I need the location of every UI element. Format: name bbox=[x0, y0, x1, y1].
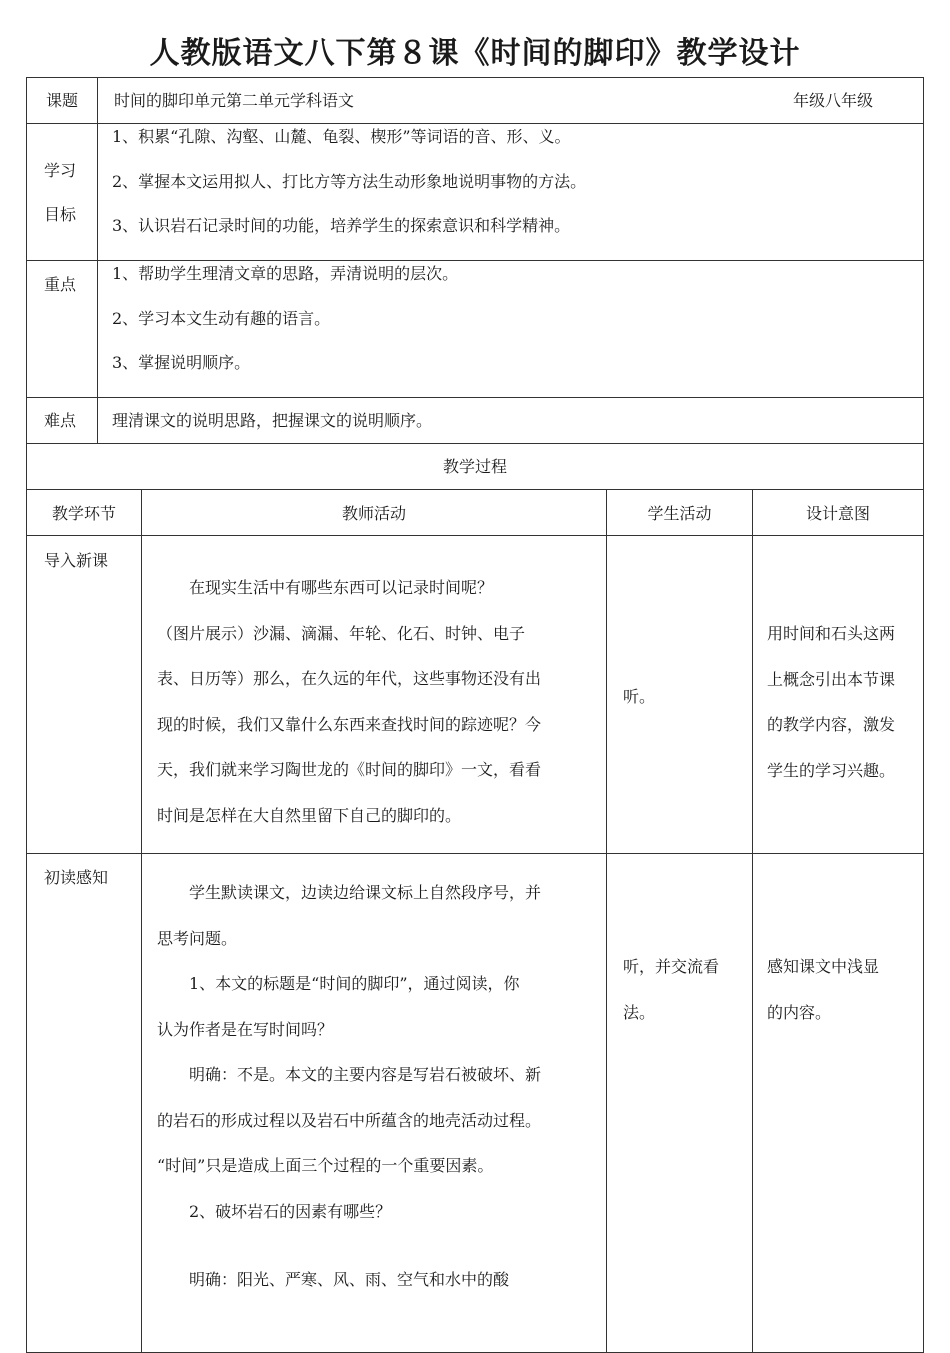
row2-student-text bbox=[623, 944, 719, 1035]
row2-teacher-line-4: 认为作者是在写时间吗？ bbox=[157, 1019, 334, 1039]
topic-value: 时间的脚印单元第二单元学科语文 bbox=[114, 91, 355, 110]
difficulty-text: 理清课文的说明思路，把握课文的说明顺序。 bbox=[112, 411, 433, 430]
row1-teacher-line-3: 表、日历等）那么，在久远的年代，这些事物还没有出 bbox=[157, 669, 542, 688]
row1-teacher-line-5: 天，我们就来学习陶世龙的《时间的脚印》一文，看看 bbox=[157, 760, 542, 779]
row2-teacher-line-8: 2、破坏岩石的因素有哪些？ bbox=[189, 1201, 392, 1221]
row2-teacher-text bbox=[157, 870, 541, 1234]
row2-teacher-line-1: 学生默读课文，边读边给课文标上自然段序号，并 bbox=[189, 883, 542, 902]
row2-intent-line-1: 感知课文中浅显 bbox=[767, 957, 880, 976]
row1-intent-line-3: 的教学内容，激发 bbox=[767, 715, 896, 734]
col-header-student: 学生活动 bbox=[647, 504, 712, 523]
row2-student-line-1: 听，并交流看 bbox=[623, 957, 720, 976]
row2-intent-cell bbox=[752, 853, 924, 1353]
goal-item-1: 1、积累“孔隙、沟壑、山麓、龟裂、楔形”等词语的音、形、义。 bbox=[112, 127, 571, 146]
row2-teacher-line-9: 明确：阳光、严寒、风、雨、空气和水中的酸 bbox=[189, 1270, 510, 1289]
row2-intent-line-2: 的内容。 bbox=[767, 1002, 832, 1022]
grade-value: 年级八年级 bbox=[793, 91, 874, 110]
keypoint-item-2: 2、学习本文生动有趣的语言。 bbox=[112, 309, 331, 328]
topic-label: 课题 bbox=[45, 91, 78, 110]
row1-teacher-text bbox=[157, 565, 541, 838]
row1-intent-line-1: 用时间和石头这两 bbox=[767, 624, 896, 643]
goals-label-line2: 目标 bbox=[43, 205, 76, 224]
row2-teacher-line-2: 思考问题。 bbox=[157, 928, 238, 948]
row1-stage: 导入新课 bbox=[44, 551, 109, 570]
row2-stage-cell bbox=[26, 853, 142, 1353]
keypoint-item-3: 3、掌握说明顺序。 bbox=[112, 353, 251, 372]
row1-teacher-line-2: （图片展示）沙漏、滴漏、年轮、化石、时钟、电子 bbox=[157, 623, 526, 643]
row2-teacher-line-6: 的岩石的形成过程以及岩石中所蕴含的地壳活动过程。 bbox=[157, 1110, 542, 1130]
row2-stage: 初读感知 bbox=[44, 868, 109, 887]
row2-student-line-2: 法。 bbox=[623, 1002, 656, 1022]
row2-teacher-line-5: 明确：不是。本文的主要内容是写岩石被破坏、新 bbox=[189, 1065, 542, 1084]
difficulty-label: 难点 bbox=[43, 411, 76, 430]
document-title: 人教版语文八下第８课《时间的脚印》教学设计 bbox=[149, 36, 801, 71]
goals-label-line1: 学习 bbox=[43, 161, 76, 180]
row1-student: 听。 bbox=[623, 687, 656, 706]
row1-intent-text bbox=[767, 611, 895, 793]
process-header: 教学过程 bbox=[442, 457, 507, 476]
row1-teacher-line-1: 在现实生活中有哪些东西可以记录时间呢？ bbox=[189, 578, 494, 597]
row1-stage-cell bbox=[26, 535, 142, 854]
row2-teacher-line-7: “时间”只是造成上面三个过程的一个重要因素。 bbox=[157, 1156, 494, 1175]
col-header-stage: 教学环节 bbox=[51, 504, 116, 523]
row1-intent-line-2: 上概念引出本节课 bbox=[767, 669, 896, 689]
keypoints-label: 重点 bbox=[43, 275, 76, 294]
goals-label-cell bbox=[26, 123, 98, 261]
row1-teacher-line-4: 现的时候，我们又靠什么东西来查找时间的踪迹呢？今 bbox=[157, 714, 542, 734]
goal-item-3: 3、认识岩石记录时间的功能，培养学生的探索意识和科学精神。 bbox=[112, 216, 571, 235]
col-header-intent: 设计意图 bbox=[805, 504, 870, 523]
row2-intent-text bbox=[767, 944, 879, 1035]
goal-item-2: 2、掌握本文运用拟人、打比方等方法生动形象地说明事物的方法。 bbox=[112, 172, 587, 191]
row2-teacher-line-3: 1、本文的标题是“时间的脚印”，通过阅读，你 bbox=[189, 974, 520, 993]
row1-intent-line-4: 学生的学习兴趣。 bbox=[767, 760, 896, 780]
col-header-teacher: 教师活动 bbox=[341, 504, 406, 523]
row1-teacher-line-6: 时间是怎样在大自然里留下自己的脚印的。 bbox=[157, 805, 462, 825]
keypoint-item-1: 1、帮助学生理清文章的思路，弄清说明的层次。 bbox=[112, 264, 459, 283]
row2-student-cell bbox=[606, 853, 753, 1353]
